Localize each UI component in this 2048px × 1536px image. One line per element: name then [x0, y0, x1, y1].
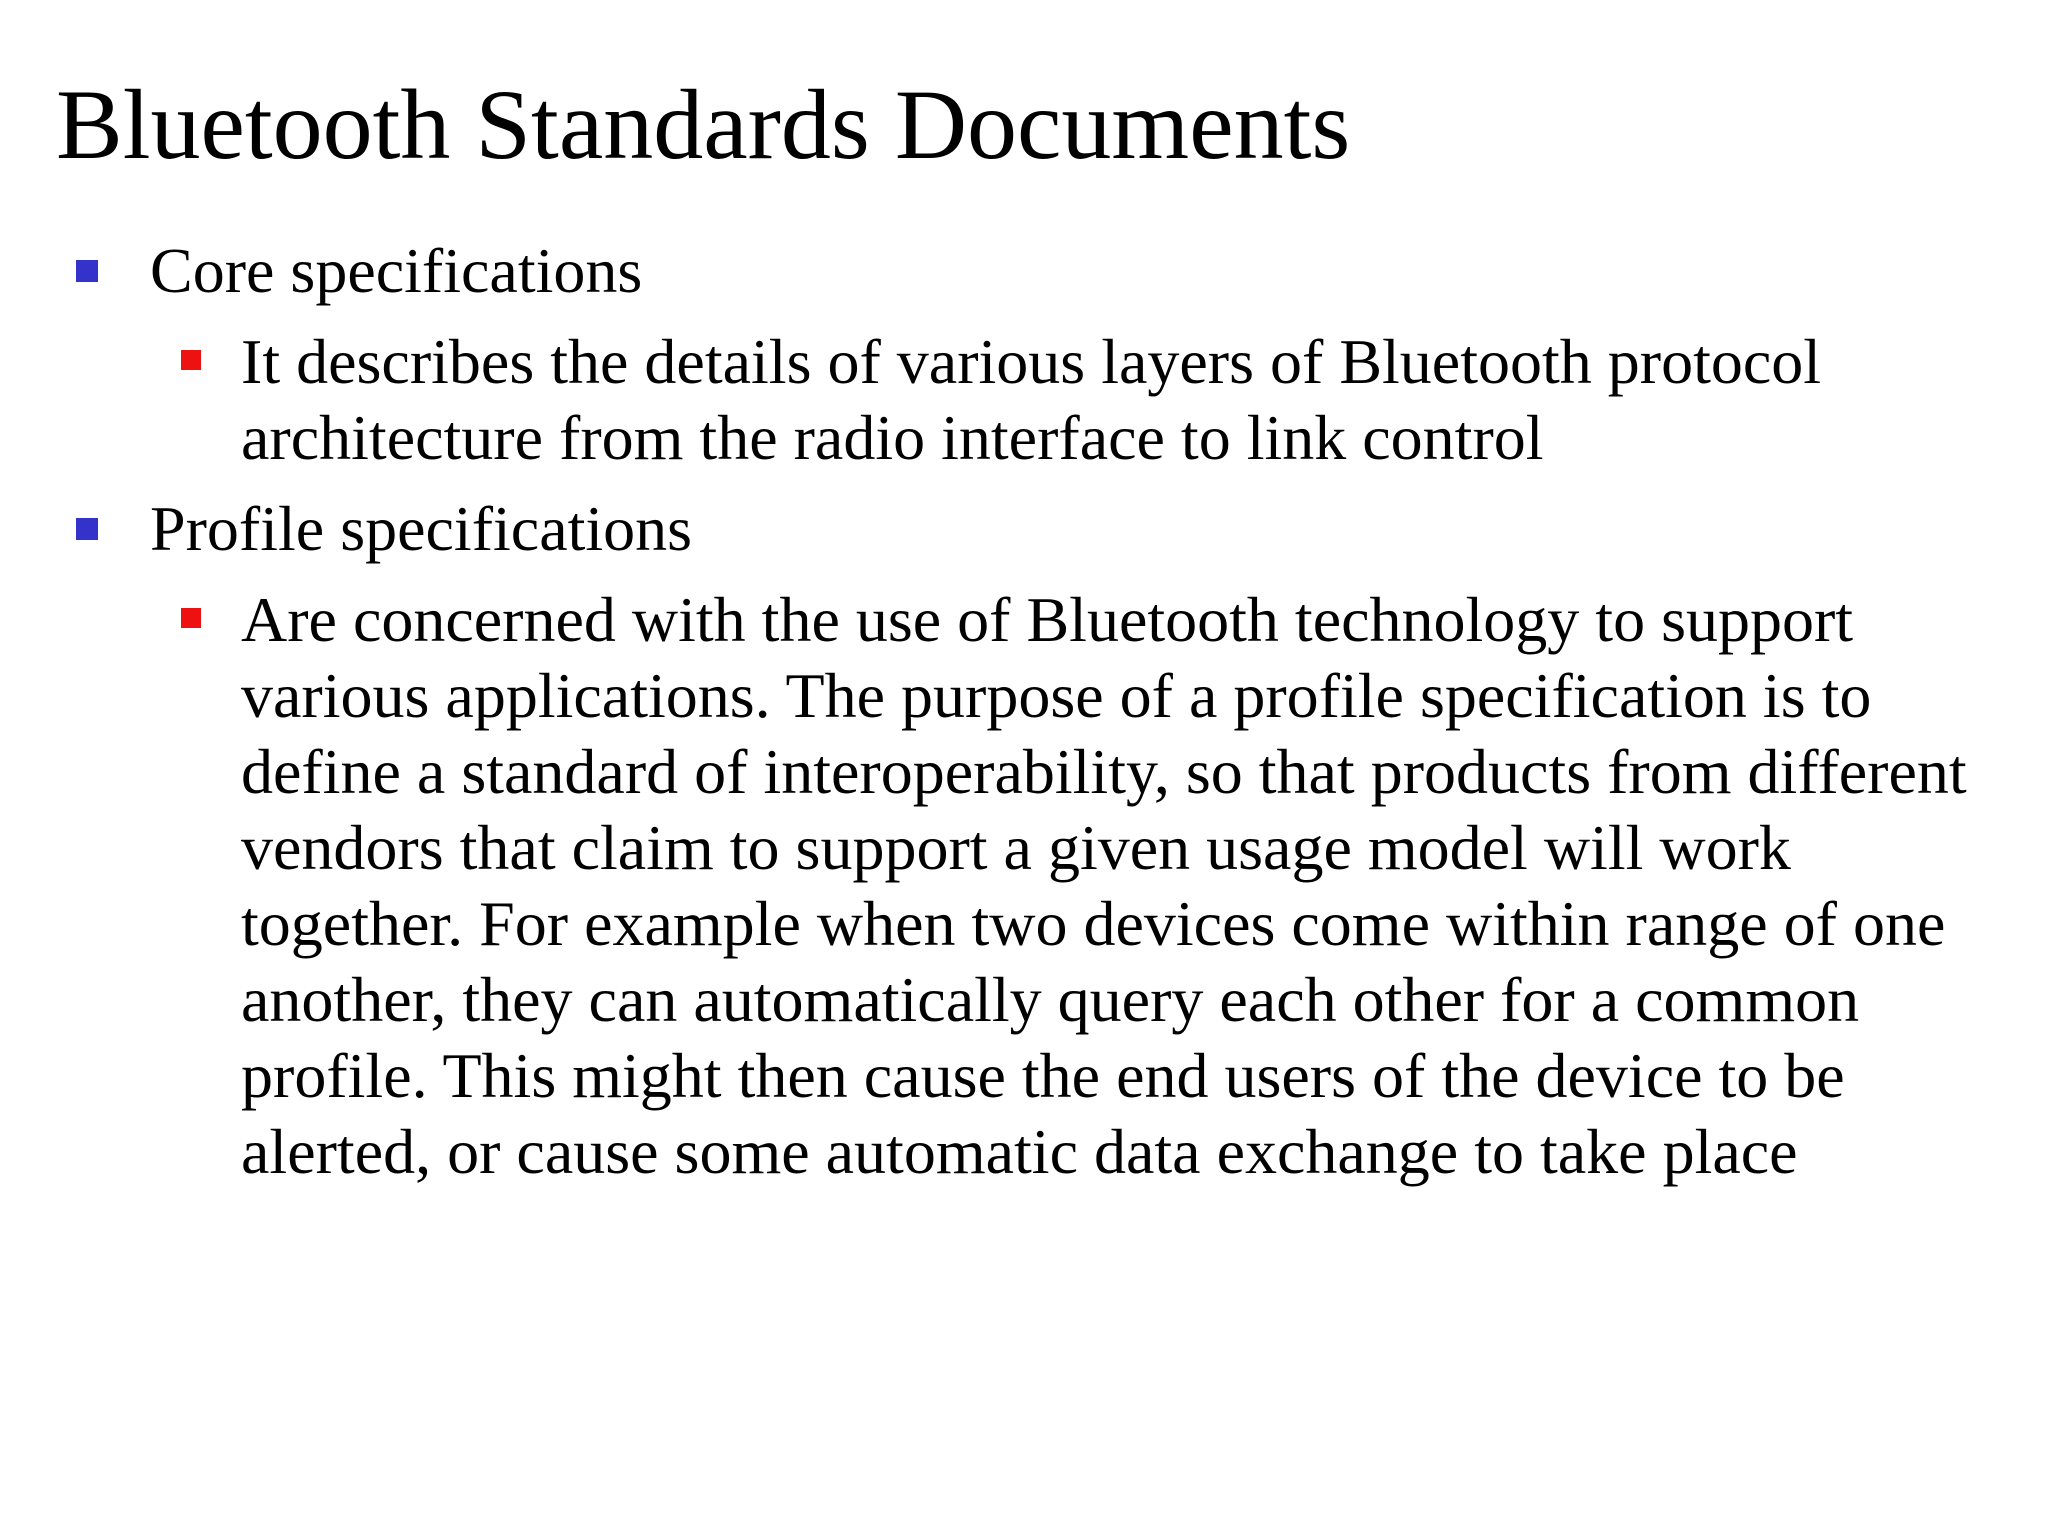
square-bullet-icon	[76, 518, 98, 540]
square-bullet-icon	[181, 608, 201, 628]
sub-bullet-text: It describes the details of various layers of Bluetooth protocol architecture from the radio interface to link control	[241, 326, 1822, 473]
slide-title: Bluetooth Standards Documents	[56, 69, 1351, 180]
sub-bullet-core-description	[0, 324, 2048, 476]
bullet-heading: Profile specifications	[150, 493, 693, 564]
bullet-list	[0, 232, 2048, 1190]
square-bullet-icon	[181, 350, 201, 370]
sub-bullet-profile-description	[0, 582, 2048, 1190]
square-bullet-icon	[76, 260, 98, 282]
bullet-heading: Core specifications	[150, 235, 643, 306]
bullet-profile-specifications	[0, 490, 2048, 568]
sub-bullet-text: Are concerned with the use of Bluetooth technology to support various applications. The purpose of a profile specification is to define a standard of interoperability, so that products from different vendors that claim to support a given usage model will work together. For example when two devices come within range of one another, they can automatically query each other for a common profile. This might then cause the end users of the device to be alerted, or cause some automatic data exchange to take place	[241, 584, 1967, 1187]
bullet-core-specifications	[0, 232, 2048, 310]
